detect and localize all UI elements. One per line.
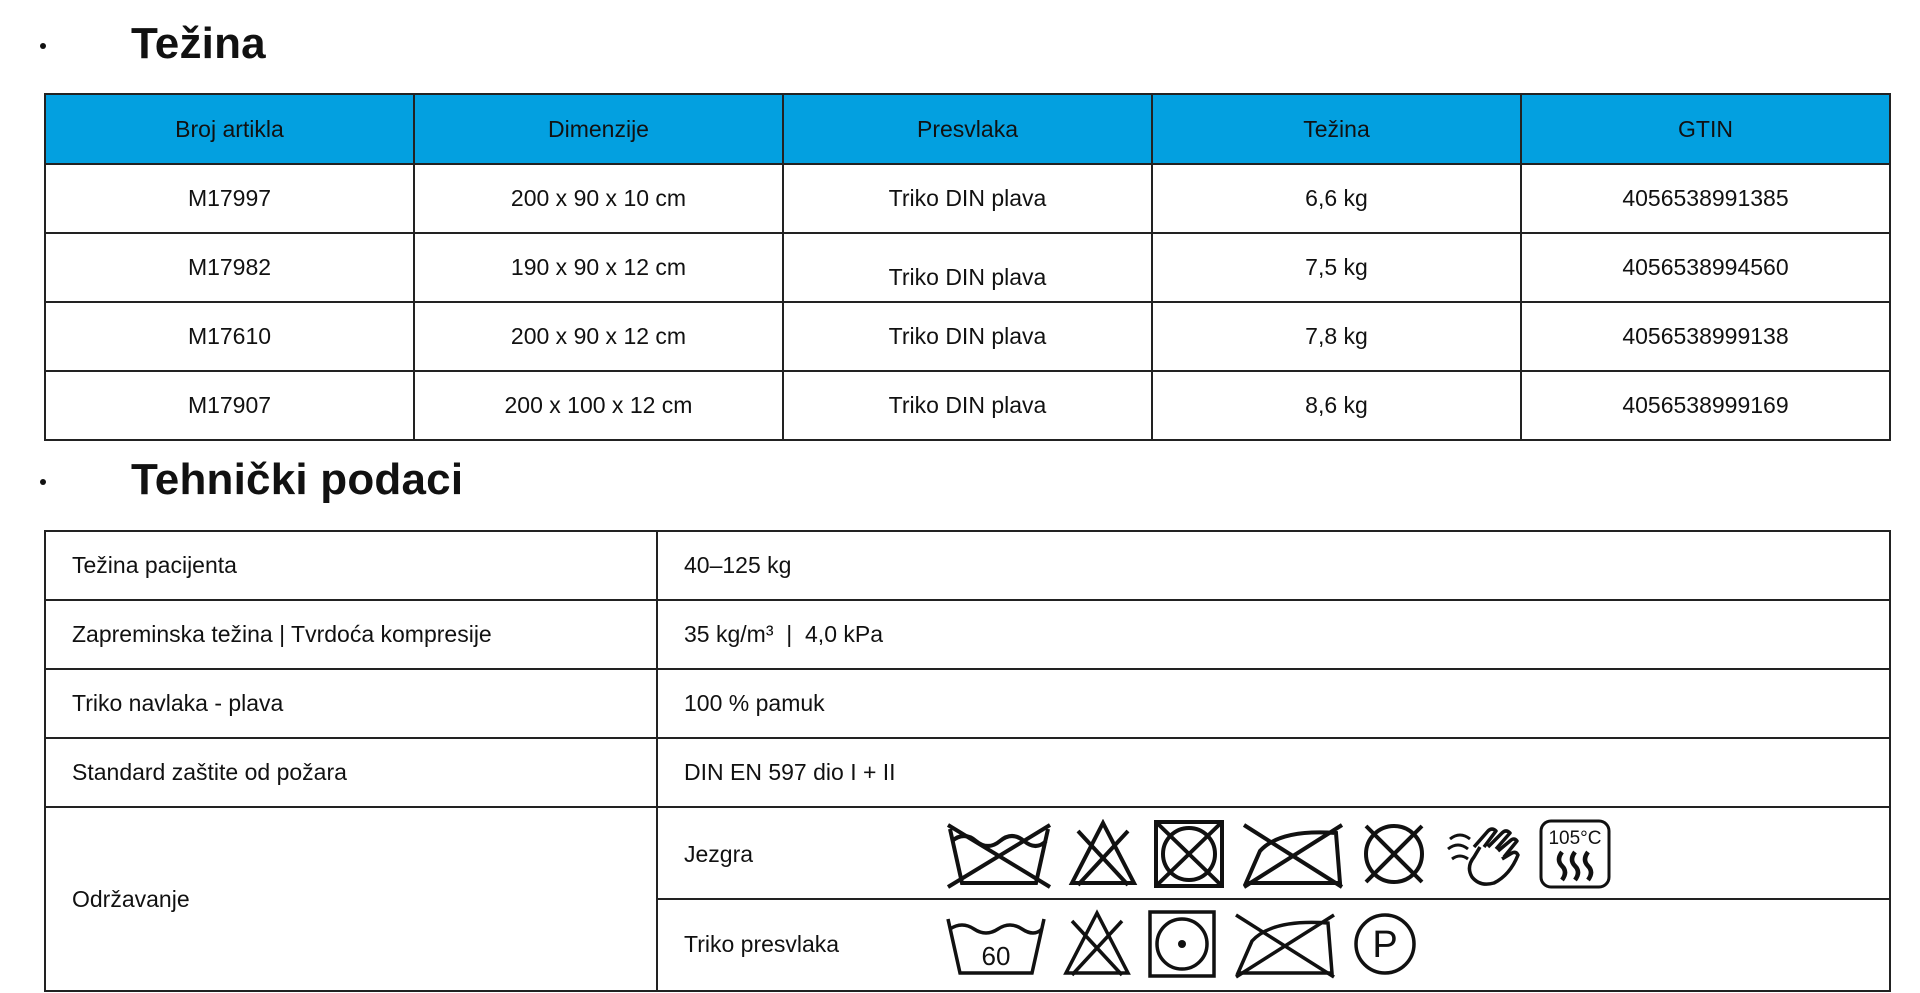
care-instructions [657,807,1890,991]
cell-article: M17907 [45,371,414,440]
hand-wash-icon [1444,819,1524,889]
cell-dimensions: 200 x 90 x 10 cm [414,164,783,233]
cell-gtin: 4056538999138 [1521,302,1890,371]
cell-cover: Triko DIN plava [783,371,1152,440]
column-header-article: Broj artikla [45,94,414,164]
spec-value: 100 % pamuk [657,669,1890,738]
table-header-row [45,94,1890,164]
cell-weight: 8,6 kg [1152,371,1521,440]
dry-clean-letter: P [1372,924,1398,966]
column-header-dimensions: Dimenzije [414,94,783,164]
cell-dimensions: 200 x 90 x 12 cm [414,302,783,371]
tumble-dry-icon [1146,909,1218,979]
spec-label: Zapreminska težina | Tvrdoća kompresije [45,600,657,669]
column-header-cover: Presvlaka [783,94,1152,164]
table-row [45,233,1890,302]
cell-weight: 7,8 kg [1152,302,1521,371]
table-row [45,371,1890,440]
cell-dimensions: 190 x 90 x 12 cm [414,233,783,302]
cell-article: M17610 [45,302,414,371]
do-not-iron-icon [1240,819,1344,889]
spec-label-maintenance: Održavanje [45,807,657,991]
cell-article: M17982 [45,233,414,302]
cell-gtin: 4056538999169 [1521,371,1890,440]
table-row [45,302,1890,371]
cell-weight: 6,6 kg [1152,164,1521,233]
do-not-bleach-icon [1068,819,1138,889]
bullet [40,43,46,49]
care-icons-core [944,818,1612,890]
section-header-technical [40,450,463,510]
bullet [40,479,46,485]
table-row [45,738,1890,807]
spec-value: 35 kg/m³ | 4,0 kPa [657,600,1890,669]
do-not-bleach-icon [1062,909,1132,979]
steam-temp-label: 105°C [1548,828,1602,849]
spec-value: DIN EN 597 dio I + II [657,738,1890,807]
section-header-weight [40,14,266,74]
care-label-core: Jezgra [684,840,754,867]
table-row [45,164,1890,233]
care-row-core [658,810,1889,898]
do-not-dry-clean-icon [1358,819,1430,889]
cell-weight: 7,5 kg [1152,233,1521,302]
care-label-cover: Triko presvlaka [684,930,840,957]
steam-sanitize-105c-icon [1538,818,1612,890]
cell-gtin: 4056538994560 [1521,233,1890,302]
section-title-technical: Tehnički podaci [131,455,464,504]
weight-table [44,93,1891,441]
do-not-tumble-dry-icon [1152,819,1226,889]
do-not-iron-icon [1232,909,1336,979]
cell-cover: Triko DIN plava [783,233,1152,302]
column-header-weight: Težina [1152,94,1521,164]
cell-cover: Triko DIN plava [783,302,1152,371]
wash-60-icon [944,909,1048,979]
do-not-wash-icon [944,819,1054,889]
dry-clean-p-icon [1350,909,1420,979]
table-row-maintenance [45,807,1890,991]
spec-label: Triko navlaka - plava [45,669,657,738]
care-row-cover [658,898,1889,988]
spec-label: Težina pacijenta [45,531,657,600]
table-row [45,531,1890,600]
spec-value: 40–125 kg [657,531,1890,600]
column-header-gtin: GTIN [1521,94,1890,164]
table-row [45,669,1890,738]
spec-label: Standard zaštite od požara [45,738,657,807]
cell-dimensions: 200 x 100 x 12 cm [414,371,783,440]
care-icons-cover [944,909,1420,979]
cell-cover: Triko DIN plava [783,164,1152,233]
wash-temp-label: 60 [981,941,1011,971]
cell-article: M17997 [45,164,414,233]
table-row [45,600,1890,669]
technical-data-table [44,530,1891,992]
cell-gtin: 4056538991385 [1521,164,1890,233]
section-title-weight: Težina [131,19,266,68]
